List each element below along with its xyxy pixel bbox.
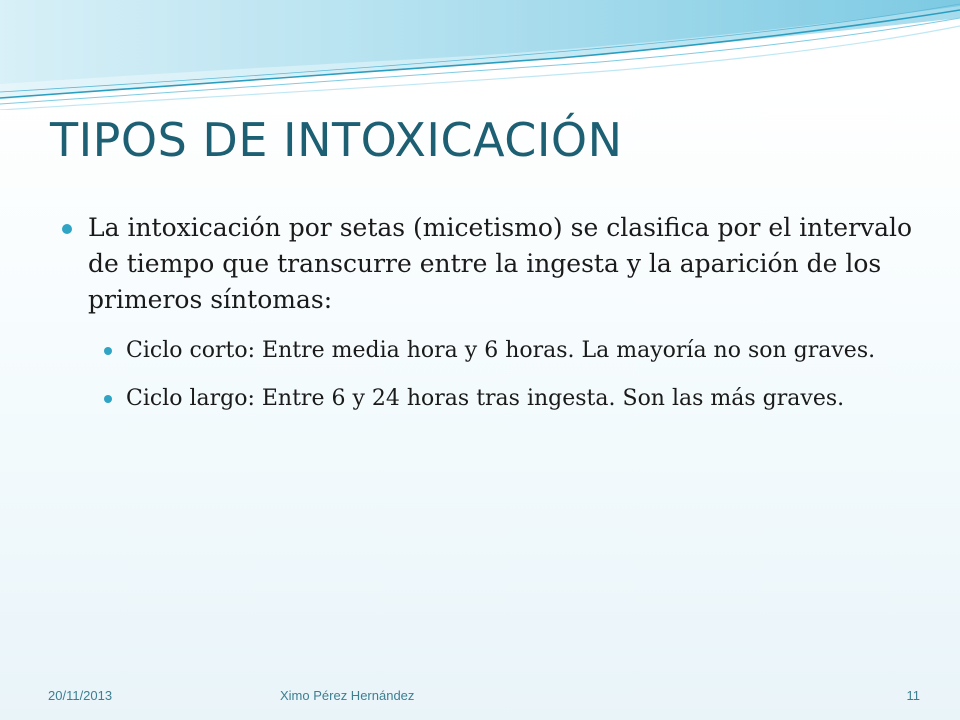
slide-title: TIPOS DE INTOXICACIÓN: [50, 113, 623, 167]
header-wave-decoration: [0, 0, 960, 110]
footer-date: 20/11/2013: [48, 688, 113, 703]
slide-content: [60, 210, 920, 430]
bullet-dot-icon: [62, 224, 72, 234]
footer-author: Ximo Pérez Hernández: [280, 688, 415, 703]
bullet-text: La intoxicación por setas (micetismo) se clasifica por el intervalo de tiempo que transcurre entre la ingesta y la aparición de los primeros síntomas:: [88, 213, 913, 314]
sub-bullet-text: Ciclo corto: Entre media hora y 6 horas. La mayoría no son graves.: [126, 338, 876, 363]
sub-bullet-text: Ciclo largo: Entre 6 y 24 horas tras ingesta. Son las más graves.: [126, 386, 845, 411]
sub-bullet-dot-icon: [104, 347, 112, 355]
footer-page-number: 11: [906, 688, 920, 703]
sub-bullet-item: [104, 382, 920, 416]
sub-bullet-item: [104, 334, 920, 368]
bullet-item: [60, 210, 920, 318]
sub-bullet-list: [60, 334, 920, 416]
sub-bullet-dot-icon: [104, 395, 112, 403]
